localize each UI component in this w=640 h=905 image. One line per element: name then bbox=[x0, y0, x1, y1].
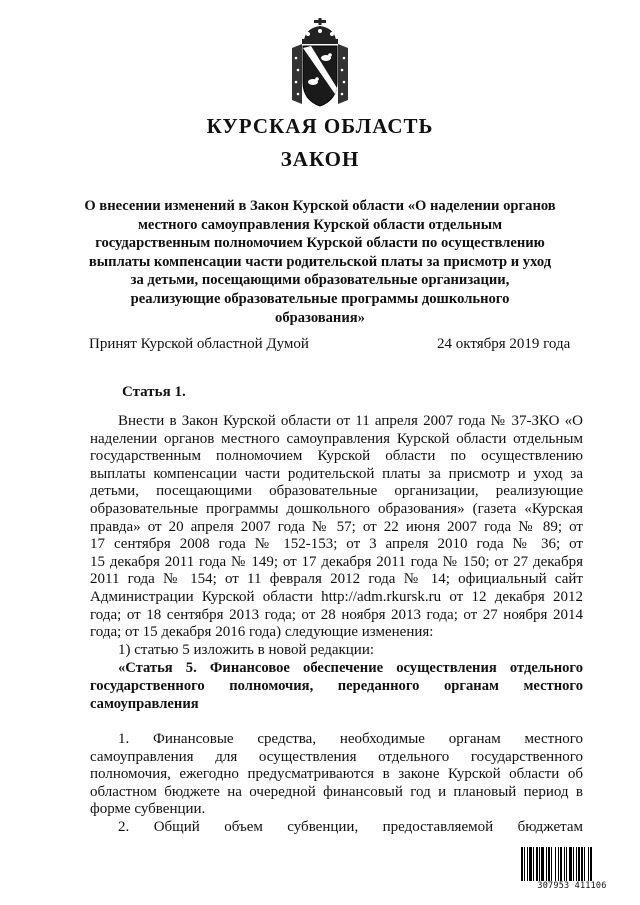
paragraph-line: 15 декабря 2011 года № 149; от 17 декабря 2011 года № 150; от 27 декабря bbox=[90, 553, 583, 570]
paragraph-line: детьми, посещающими образовательные организации, реализующие bbox=[90, 483, 583, 500]
title-line: государственным полномочием Курской области по осуществлению bbox=[95, 235, 545, 252]
region-title: КУРСКАЯ ОБЛАСТЬ bbox=[206, 114, 434, 138]
article-5-line: государственного полномочия, переданного органам местного bbox=[90, 677, 583, 694]
paragraph-line: года; от 18 сентября 2013 года; от 28 ноября 2013 года; от 27 ноября 2014 bbox=[90, 606, 583, 623]
paragraph-3-line: 2. Общий объем субвенции, предоставляемой бюджетам bbox=[118, 818, 583, 835]
article-heading: Статья 1. bbox=[122, 384, 186, 400]
article-5-line: самоуправления bbox=[90, 695, 199, 712]
title-line: выплаты компенсации части родительской платы за присмотр и уход bbox=[88, 253, 552, 270]
barcode-number: 307953 411106 bbox=[537, 881, 607, 891]
paragraph-line: форме субвенции. bbox=[90, 801, 206, 818]
title-line: О внесении изменений в Закон Курской области «О наделении органов bbox=[84, 198, 556, 214]
paragraph-line: 1. Финансовые средства, необходимые органам местного bbox=[118, 731, 583, 747]
paragraph-line: областном бюджете на очередной финансовый год и плановый период в bbox=[90, 783, 583, 800]
coat-of-arms-icon bbox=[288, 18, 352, 110]
paragraph-line: 17 сентября 2008 года № 152-153; от 3 апреля 2010 года № 36; от bbox=[90, 536, 583, 553]
paragraph-line: наделении органов местного самоуправления Курской области отдельным bbox=[90, 430, 583, 447]
paragraph-line: самоуправления для осуществления отдельного государственного bbox=[90, 748, 583, 765]
barcode-icon bbox=[520, 847, 624, 885]
paragraph-line: года; от 15 декабря 2016 года) следующие изменения: bbox=[90, 624, 434, 641]
paragraph-2 bbox=[90, 731, 583, 837]
item-1: 1) статью 5 изложить в новой редакции: bbox=[118, 641, 375, 658]
paragraph-line: Администрации Курской области http://adm.rkursk.ru от 12 декабря 2012 bbox=[90, 588, 583, 605]
adopted-date: 24 октября 2019 года bbox=[437, 336, 571, 352]
article-5-heading bbox=[90, 660, 583, 713]
paragraph-line: 2011 года № 154; от 11 февраля 2012 года № 14; официальный сайт bbox=[90, 571, 583, 588]
paragraph-line: выплаты компенсации части родительской платы за присмотр и уход за bbox=[90, 465, 583, 482]
title-line: местного самоуправления Курской области отдельным bbox=[137, 216, 503, 233]
paragraph-1 bbox=[90, 413, 583, 659]
law-title bbox=[70, 197, 570, 327]
document-type: ЗАКОН bbox=[280, 147, 360, 171]
title-line: образования» bbox=[275, 309, 365, 326]
paragraph-line: правда» от 20 апреля 2007 года № 57; от 22 июня 2007 года № 89; от bbox=[90, 518, 583, 535]
title-line: за детьми, посещающими образовательные организации, bbox=[130, 272, 510, 289]
title-line: реализующие образовательные программы дошкольного bbox=[130, 290, 510, 307]
paragraph-line: полномочия, ежегодно предусматриваются в законе Курской области об bbox=[90, 766, 583, 783]
adopted-by: Принят Курской областной Думой bbox=[89, 336, 309, 352]
paragraph-line: Внести в Закон Курской области от 11 апреля 2007 года № 37-ЗКО «О bbox=[118, 413, 583, 429]
paragraph-line: образовательные программы дошкольного образования» (газета «Курская bbox=[90, 500, 583, 517]
article-5-line: «Статья 5. Финансовое обеспечение осуществления отдельного bbox=[118, 660, 583, 676]
paragraph-line: государственным полномочием Курской области по осуществлению bbox=[90, 448, 583, 465]
